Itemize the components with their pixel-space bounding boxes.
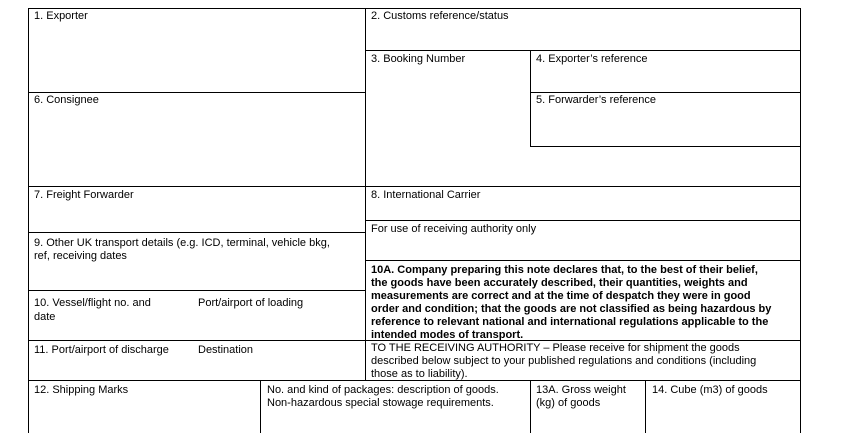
row-line-booking-top [365, 50, 801, 51]
booking-number-label: 3. Booking Number [371, 53, 466, 65]
border-left [28, 8, 29, 433]
destination-label: Destination [198, 344, 254, 356]
declaration-10a-line2: the goods have been accurately described, their quantities, weights and [371, 277, 748, 289]
row-line-exporter-ref-bottom [530, 92, 801, 93]
divider-marks-packages [260, 380, 261, 433]
gross-weight-label-line2: (kg) of goods [536, 397, 601, 409]
receiving-authority-line1: TO THE RECEIVING AUTHORITY – Please receive for shipment the goods [371, 342, 740, 354]
receiving-authority-use-label: For use of receiving authority only [371, 223, 537, 235]
row-line-vessel-bottom [28, 340, 365, 341]
freight-forwarder-label: 7. Freight Forwarder [34, 189, 134, 201]
gross-weight-label-line1: 13A. Gross weight [536, 384, 626, 396]
declaration-10a-line1: 10A. Company preparing this note declares that, to the best of their belief, [371, 264, 758, 276]
row-line-exporter-bottom [28, 92, 365, 93]
row-line-section-7-top [28, 186, 801, 187]
declaration-10a-line3: measurements are correct and at the time of despatch they were in good [371, 290, 751, 302]
other-transport-label-line1: 9. Other UK transport details (e.g. ICD, terminal, vehicle bkg, [34, 237, 330, 249]
shipping-marks-label: 12. Shipping Marks [34, 384, 129, 396]
column-divider [365, 8, 366, 381]
international-carrier-label: 8. International Carrier [371, 189, 481, 201]
port-of-loading-label: Port/airport of loading [198, 297, 304, 309]
border-top [28, 8, 801, 9]
consignee-label: 6. Consignee [34, 94, 99, 106]
receiving-authority-line2: described below subject to your published regulations and conditions (including [371, 355, 757, 367]
receiving-authority-line3: those as to liability). [371, 368, 468, 380]
row-line-receiving-use-bottom [365, 260, 801, 261]
vessel-flight-label-line1: 10. Vessel/flight no. and [34, 297, 151, 309]
cube-label: 14. Cube (m3) of goods [652, 384, 768, 396]
forwarders-reference-label: 5. Forwarder’s reference [536, 94, 657, 106]
divider-weight-cube [645, 380, 646, 433]
packages-label-line1: No. and kind of packages: description of goods. [267, 384, 499, 396]
declaration-10a-line5: reference to relevant national and international regulations applicable to the [371, 316, 769, 328]
customs-reference-label: 2. Customs reference/status [371, 10, 509, 22]
declaration-10a-line4: order and condition; that the goods are not classified as being hazardous by [371, 303, 772, 315]
exporter-label: 1. Exporter [34, 10, 88, 22]
row-line-carrier-bottom [365, 220, 801, 221]
declaration-10a-line6: intended modes of transport. [371, 329, 524, 341]
row-line-forwarder-ref-bottom [530, 146, 801, 147]
exporters-reference-label: 4. Exporter’s reference [536, 53, 648, 65]
port-of-discharge-label: 11. Port/airport of discharge [34, 344, 169, 356]
divider-packages-weight [530, 380, 531, 433]
other-transport-label-line2: ref, receiving dates [34, 250, 127, 262]
vessel-flight-label-line2: date [34, 311, 56, 323]
row-line-freight-forwarder-bottom [28, 232, 365, 233]
divider-booking-reference [530, 50, 531, 147]
packages-label-line2: Non-hazardous special stowage requirements. [267, 397, 494, 409]
row-line-other-transport-bottom [28, 290, 365, 291]
